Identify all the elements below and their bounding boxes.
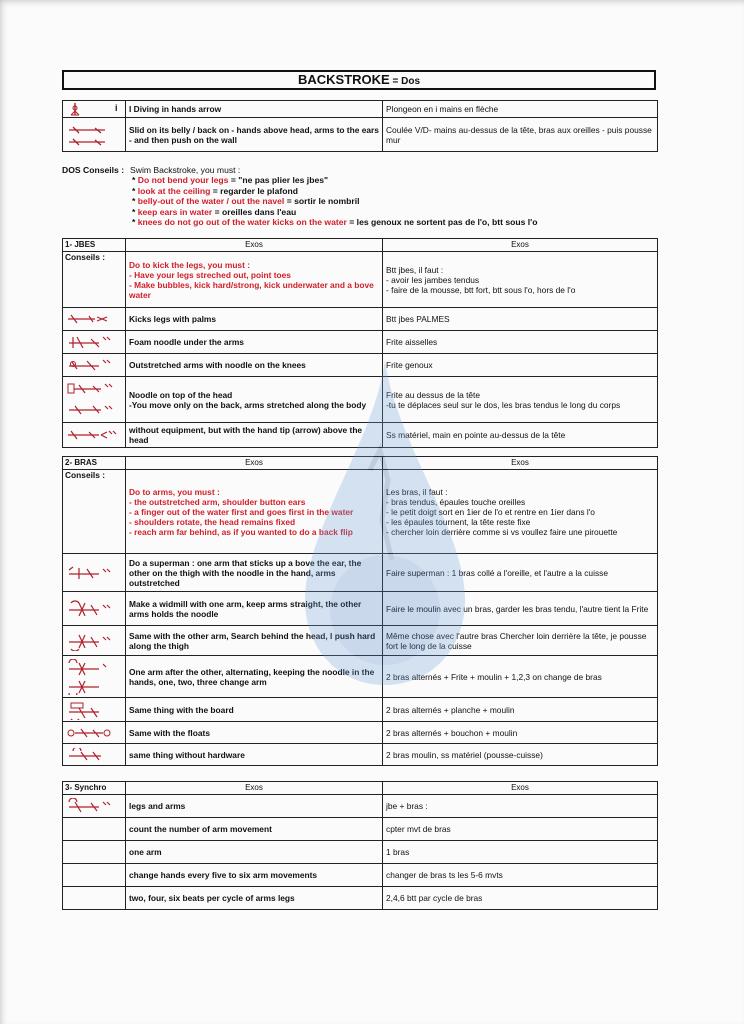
tip-fr: = regarder le plafond — [210, 185, 298, 196]
table-row — [63, 744, 658, 766]
noodle-knees-icon — [65, 357, 117, 373]
conseil-line: Les bras, il faut : — [386, 486, 448, 497]
dos-conseils — [62, 165, 662, 227]
icon-cell — [63, 377, 126, 423]
exercise-fr: jbe + bras : — [383, 795, 658, 818]
table-row — [63, 423, 658, 448]
conseil-line: - the outstretched arm, shoulder button ears — [129, 496, 306, 507]
exercise-fr: 2,4,6 btt par cycle de bras — [383, 887, 658, 910]
intro-en: Slid on its belly / back on - hands above head, arms to the ears - and then push on the wall — [126, 118, 383, 152]
conseil-line: - les épaules tournent, la tête reste fixe — [386, 516, 531, 527]
windmill-icon — [65, 599, 117, 619]
icon-cell — [63, 722, 126, 744]
other-arm-icon — [65, 631, 117, 651]
conseil-line: - chercher loin derrière comme si vs voullez faire une pirouette — [386, 526, 618, 537]
tip-fr: = oreilles dans l'eau — [212, 206, 297, 217]
noodle-head-icon — [65, 380, 117, 420]
icon-cell — [63, 656, 126, 698]
table-row — [63, 354, 658, 377]
exercise-fr: Frite genoux — [383, 354, 658, 377]
conseil-line: - Have your legs streched out, point toes — [129, 269, 291, 280]
column-header: Exos — [383, 457, 658, 470]
exercise-fr: 2 bras alternés + planche + moulin — [383, 698, 658, 722]
icon-cell — [63, 308, 126, 331]
tip-en: belly-out of the water / out the navel — [137, 196, 285, 207]
noodle-arms-icon — [65, 334, 117, 350]
diving-marker: i — [115, 103, 118, 114]
glide-figure-icon — [65, 122, 117, 148]
diving-figure-icon — [65, 102, 115, 116]
exercise-en: Same with the other arm, Search behind the head, I push hard along the thigh — [126, 626, 383, 656]
section-title: 2- BRAS — [63, 457, 126, 470]
table-row — [63, 592, 658, 626]
icon-cell — [63, 698, 126, 722]
exercise-fr: 2 bras alternés + Frite + moulin + 1,2,3 on change de bras — [383, 656, 658, 698]
exercise-fr: changer de bras ts les 5-6 mvts — [383, 864, 658, 887]
exercise-en: Do a superman : one arm that sticks up a bove the ear, the other on the thigh with the noodle in the hand, arms outstretched — [126, 554, 383, 592]
icon-cell — [63, 744, 126, 766]
exercise-en: One arm after the other, alternating, keeping the noodle in the hands, one, two, three change arm — [126, 656, 383, 698]
table-row — [63, 626, 658, 656]
tip-fr: = "ne pas plier les jbes" — [228, 175, 329, 186]
exercise-en: Make a widmill with one arm, keep arms straight, the other arms holds the noodle — [126, 592, 383, 626]
hand-arrow-icon — [65, 428, 117, 442]
conseils-lead: Swim Backstroke, you must : — [130, 165, 241, 175]
icon-cell — [63, 554, 126, 592]
exercise-en: one arm — [126, 841, 383, 864]
tip-en: knees do not go out of the water kicks on the water — [137, 217, 347, 228]
conseils-fr — [383, 470, 658, 554]
table-row — [63, 864, 658, 887]
conseil-line: - Make bubbles, kick hard/strong, kick underwater and a bove water — [129, 279, 374, 300]
intro-fr: Plongeon en i mains en flèche — [383, 101, 658, 118]
intro-en: I Diving in hands arrow — [126, 101, 383, 118]
column-header: Exos — [126, 782, 383, 795]
icon-cell — [63, 818, 126, 841]
conseils-label: DOS Conseils : — [62, 165, 125, 175]
exercise-fr: 2 bras moulin, ss matériel (pousse-cuisse) — [383, 744, 658, 766]
exercise-en: Outstretched arms with noodle on the knees — [126, 354, 383, 377]
table-header — [63, 782, 658, 795]
floats-icon — [65, 726, 117, 740]
conseil-line: - le petit doigt sort en 1ier de l'o et rentre en 1ier dans l'o — [386, 506, 595, 517]
intro-table — [62, 100, 658, 152]
exercise-fr: Faire superman : 1 bras collé a l'oreille, et l'autre a la cuisse — [383, 554, 658, 592]
table-row — [63, 101, 658, 118]
icon-cell — [63, 887, 126, 910]
bras-table — [62, 456, 658, 766]
conseil-line: Btt jbes, il faut : — [386, 264, 444, 275]
table-row — [63, 377, 658, 423]
list-item: * belly-out of the water / out the navel = sortir le nombril — [132, 196, 360, 207]
tip-fr: = les genoux ne sortent pas de l'o, btt sous l'o — [346, 217, 538, 228]
conseil-line: - a finger out of the water first and goes first in the water — [129, 506, 354, 517]
conseil-line: Do to kick the legs, you must : — [129, 259, 250, 270]
list-item: * keep ears in water = oreilles dans l'eau — [132, 206, 297, 217]
exercise-en: Same with the floats — [126, 722, 383, 744]
conseils-label: Conseils : — [63, 470, 126, 554]
conseil-line: - faire de la mousse, btt fort, btt sous l'o, hors de l'o — [386, 284, 576, 295]
column-header: Exos — [383, 239, 658, 252]
conseils-en — [126, 252, 383, 308]
table-row — [63, 795, 658, 818]
exercise-en: change hands every five to six arm movements — [126, 864, 383, 887]
exercise-en: legs and arms — [126, 795, 383, 818]
exercise-fr: Frite aisselles — [383, 331, 658, 354]
alternating-arms-icon — [65, 659, 117, 695]
table-row — [63, 887, 658, 910]
title-eq: = Dos — [389, 76, 421, 87]
list-item: * knees do not go out of the water kicks on the water = les genoux ne sortent pas de l'o, btt sous l'o — [132, 217, 538, 228]
conseil-line: - avoir les jambes tendus — [386, 274, 480, 285]
conseil-line: - shoulders rotate, the head remains fixed — [129, 516, 296, 527]
exercise-en: Same thing with the board — [126, 698, 383, 722]
intro-fr: Coulée V/D- mains au-dessus de la tête, bras aux oreilles - puis pousse mur — [383, 118, 658, 152]
kick-palms-icon — [65, 312, 117, 326]
conseils-fr — [383, 252, 658, 308]
table-row — [63, 554, 658, 592]
tip-en: Do not bend your legs — [137, 175, 229, 186]
tip-en: keep ears in water — [137, 206, 213, 217]
table-row — [63, 252, 658, 308]
synchro-table — [62, 781, 658, 910]
list-item: * Do not bend your legs = "ne pas plier les jbes" — [132, 175, 329, 186]
icon-cell — [63, 841, 126, 864]
conseil-line: Do to arms, you must : — [129, 486, 220, 497]
table-row — [63, 656, 658, 698]
table-row — [63, 698, 658, 722]
icon-cell — [63, 354, 126, 377]
column-header: Exos — [383, 782, 658, 795]
conseils-list — [62, 175, 662, 227]
exercise-fr: cpter mvt de bras — [383, 818, 658, 841]
icon-cell — [63, 101, 126, 118]
conseil-line: - bras tendus, épaules touche oreilles — [386, 496, 526, 507]
exercise-en: same thing without hardware — [126, 744, 383, 766]
table-row — [63, 118, 658, 152]
board-icon — [65, 700, 117, 720]
table-row — [63, 308, 658, 331]
icon-cell — [63, 626, 126, 656]
no-hardware-icon — [65, 748, 117, 762]
legs-arms-icon — [65, 798, 117, 814]
icon-cell — [63, 795, 126, 818]
table-row — [63, 818, 658, 841]
page-title — [62, 70, 656, 90]
exercise-fr: Faire le moulin avec un bras, garder les bras tendu, l'autre tient la Frite — [383, 592, 658, 626]
exercise-en: two, four, six beats per cycle of arms legs — [126, 887, 383, 910]
superman-icon — [65, 565, 117, 581]
table-header — [63, 457, 658, 470]
exercise-fr: Btt jbes PALMES — [383, 308, 658, 331]
exercise-en: without equipment, but with the hand tip (arrow) above the head — [126, 423, 383, 448]
title-main: BACKSTROKE — [297, 72, 390, 87]
table-row — [63, 722, 658, 744]
table-row — [63, 470, 658, 554]
exercise-en: count the number of arm movement — [126, 818, 383, 841]
icon-cell — [63, 118, 126, 152]
exercise-en: Foam noodle under the arms — [126, 331, 383, 354]
icon-cell — [63, 592, 126, 626]
exercise-fr: 1 bras — [383, 841, 658, 864]
icon-cell — [63, 331, 126, 354]
table-row — [63, 841, 658, 864]
exercise-fr: 2 bras alternés + bouchon + moulin — [383, 722, 658, 744]
conseils-label: Conseils : — [63, 252, 126, 308]
exercise-fr: Même chose avec l'autre bras Chercher loin derrière la tête, je pousse fort le long de la cuisse — [383, 626, 658, 656]
conseils-en — [126, 470, 383, 554]
table-row — [63, 331, 658, 354]
column-header: Exos — [126, 239, 383, 252]
tip-fr: = sortir le nombril — [284, 196, 360, 207]
section-title: 3- Synchro — [63, 782, 126, 795]
jbes-table — [62, 238, 658, 448]
exercise-fr: Ss matériel, main en pointe au-dessus de la tête — [383, 423, 658, 448]
section-title: 1- JBES — [63, 239, 126, 252]
column-header: Exos — [126, 457, 383, 470]
icon-cell — [63, 423, 126, 448]
exercise-fr: Frite au dessus de la tête -tu te déplaces seul sur le dos, les bras tendus le long du corps — [383, 377, 658, 423]
table-header — [63, 239, 658, 252]
list-item: * look at the ceiling = regarder le plafond — [132, 185, 298, 196]
exercise-en: Kicks legs with palms — [126, 308, 383, 331]
tip-en: look at the ceiling — [137, 185, 211, 196]
exercise-en: Noodle on top of the head -You move only on the back, arms stretched along the body — [126, 377, 383, 423]
icon-cell — [63, 864, 126, 887]
conseil-line: - reach arm far behind, as if you wanted to do a back flip — [129, 526, 353, 537]
